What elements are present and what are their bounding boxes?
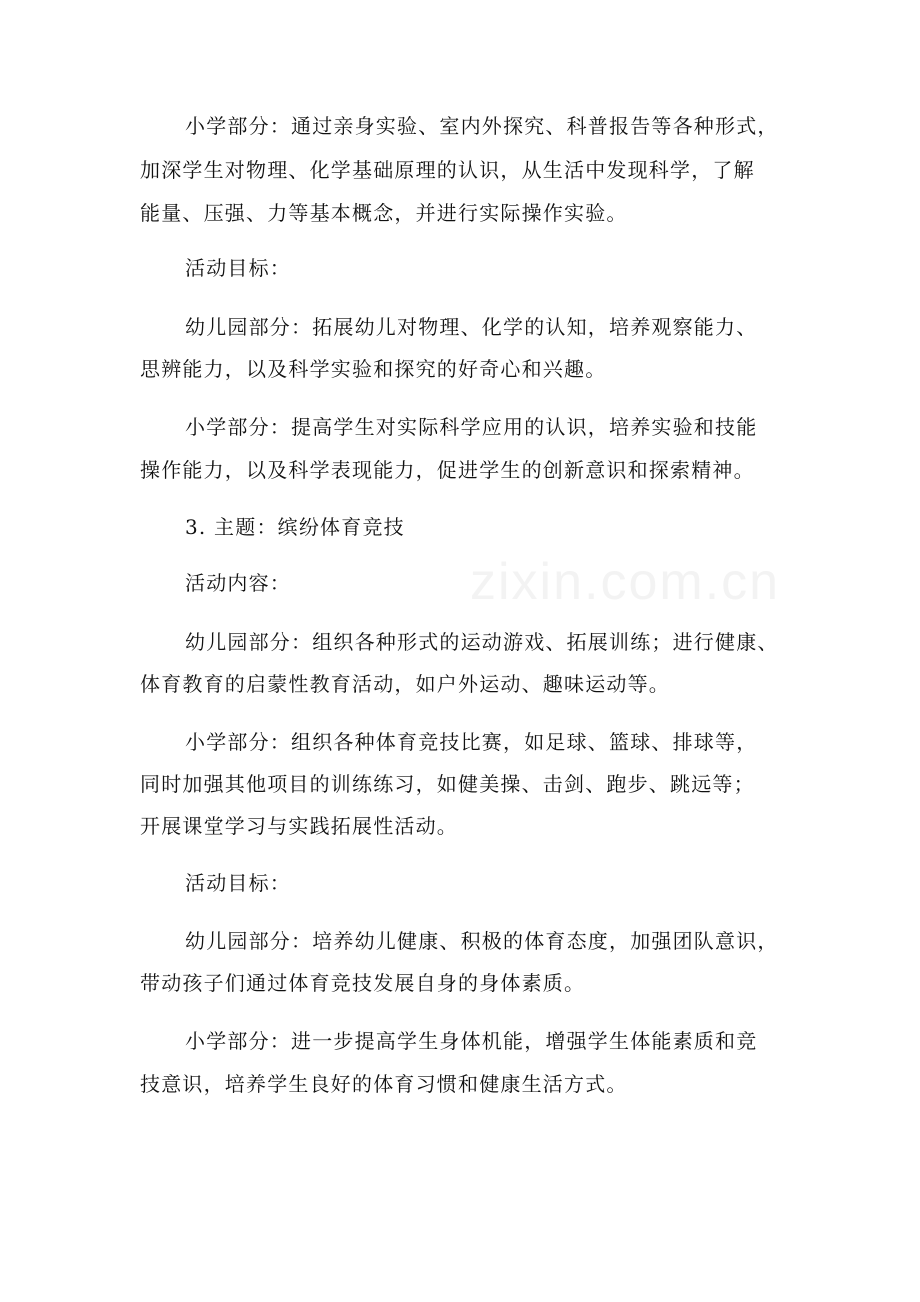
text-line: 3. 主题：缤纷体育竞技 (185, 515, 405, 539)
text-line: 活动目标： (185, 256, 291, 280)
text-line: 同时加强其他项目的训练练习，如健美操、击剑、跑步、跳远等； (140, 772, 755, 796)
text-line: 小学部分：通过亲身实验、室内外探究、科普报告等各种形式， (185, 114, 779, 138)
text-line: 活动内容： (185, 571, 291, 595)
text-line: 小学部分：提高学生对实际科学应用的认识，培养实验和技能 (185, 415, 758, 439)
text-line: 活动目标： (185, 871, 291, 895)
text-line: 小学部分：组织各种体育竞技比赛，如足球、篮球、排球等， (185, 730, 758, 754)
text-line: 能量、压强、力等基本概念，并进行实际操作实验。 (140, 201, 628, 225)
text-line: 操作能力，以及科学表现能力，促进学生的创新意识和探索精神。 (140, 458, 755, 482)
text-line: 幼儿园部分：组织各种形式的运动游戏、拓展训练；进行健康、 (185, 630, 779, 654)
text-line: 带动孩子们通过体育竞技发展自身的身体素质。 (140, 971, 586, 995)
text-line: 幼儿园部分：培养幼儿健康、积极的体育态度，加强团队意识， (185, 929, 779, 953)
text-line: 加深学生对物理、化学基础原理的认识，从生活中发现科学，了解 (140, 158, 755, 182)
watermark: zixin.com.cn (470, 553, 781, 611)
text-line: 幼儿园部分：拓展幼儿对物理、化学的认知，培养观察能力、 (185, 315, 758, 339)
text-line: 开展课堂学习与实践拓展性活动。 (140, 814, 458, 838)
text-line: 小学部分：进一步提高学生身体机能，增强学生体能素质和竞 (185, 1029, 758, 1053)
text-line: 体育教育的启蒙性教育活动，如户外运动、趣味运动等。 (140, 672, 670, 696)
text-line: 技意识，培养学生良好的体育习惯和健康生活方式。 (140, 1072, 628, 1096)
text-line: 思辨能力，以及科学实验和探究的好奇心和兴趣。 (140, 357, 607, 381)
